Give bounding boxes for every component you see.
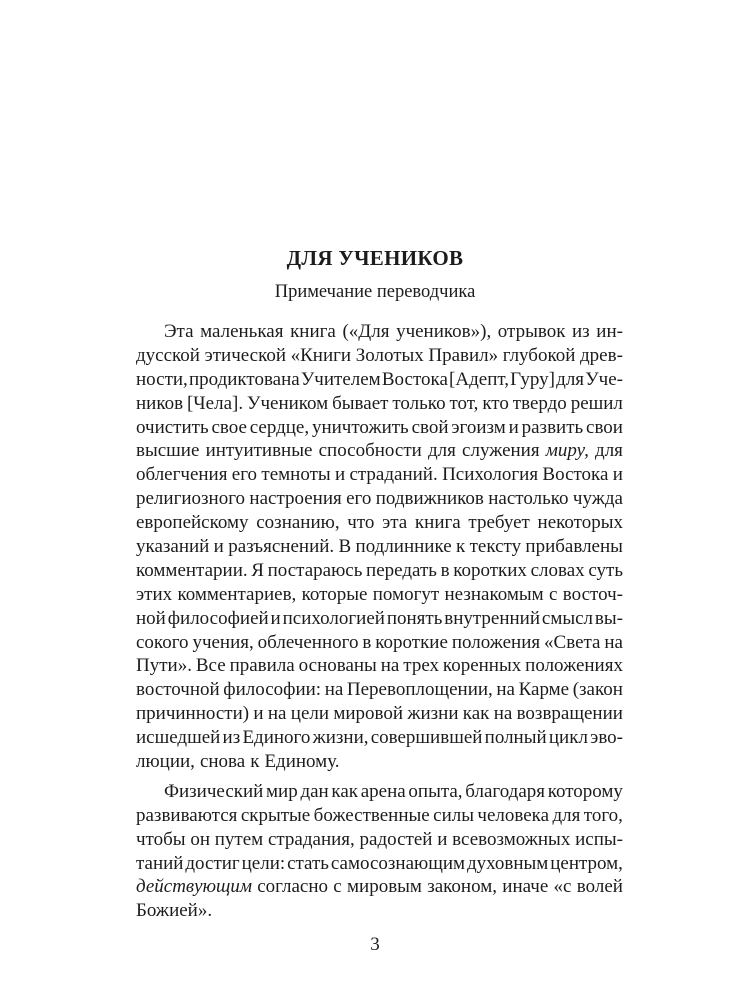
word: и xyxy=(270,607,281,629)
word: бывает xyxy=(332,392,389,414)
word: стать xyxy=(287,852,329,874)
chapter-heading: ДЛЯ УЧЕНИКОВ xyxy=(286,246,464,270)
word: Карме xyxy=(518,679,570,701)
paragraph-line xyxy=(136,439,623,463)
word: суть xyxy=(588,559,623,581)
paragraph-line xyxy=(136,487,623,511)
word: темноты xyxy=(261,464,331,486)
word: Уче- xyxy=(585,368,623,390)
word: арена xyxy=(360,780,406,802)
word: мировой xyxy=(333,703,404,725)
word: восточной xyxy=(136,679,220,701)
word: испы- xyxy=(575,828,623,850)
word: смысл xyxy=(541,607,594,629)
word: психологией xyxy=(282,607,385,629)
paragraph-line xyxy=(136,368,623,392)
paragraph-line xyxy=(136,899,623,923)
word: для xyxy=(552,804,581,826)
word: восточ- xyxy=(562,583,623,605)
word: таний xyxy=(136,852,184,874)
word: скрытые xyxy=(240,804,311,826)
word: указаний xyxy=(136,536,210,558)
word: цикл xyxy=(548,727,588,749)
paragraph-line xyxy=(136,463,623,487)
word: решил xyxy=(570,392,623,414)
word: которому xyxy=(547,780,623,802)
paragraph-line xyxy=(136,726,623,750)
word: способности xyxy=(318,440,422,462)
word: Правил» xyxy=(428,344,499,366)
word: Я xyxy=(251,559,264,581)
paragraph-line xyxy=(136,828,623,852)
word: он xyxy=(190,828,210,850)
word: страданий. xyxy=(349,464,438,486)
word: которые xyxy=(301,583,368,605)
word: трех xyxy=(403,655,439,677)
paragraph-line xyxy=(136,654,623,678)
word: для xyxy=(595,440,623,462)
word: причинности) xyxy=(136,703,250,725)
word: для xyxy=(427,440,456,462)
word: Учеником xyxy=(247,392,329,414)
word: и xyxy=(437,828,448,850)
word: жизни xyxy=(407,703,459,725)
word: продиктована xyxy=(188,368,300,390)
word: эво- xyxy=(590,727,623,749)
word: Востока xyxy=(542,464,609,486)
word: Физический xyxy=(164,780,264,802)
word: [Адепт, xyxy=(449,368,509,390)
word: его xyxy=(346,488,372,510)
word: учеников»), xyxy=(396,321,492,342)
word: ников xyxy=(136,392,184,414)
word: на xyxy=(493,703,513,725)
word: снова xyxy=(199,751,246,773)
word: интуитивные xyxy=(205,440,313,462)
word: дусской xyxy=(136,344,200,366)
word: силы xyxy=(433,804,474,826)
word: комментариев, xyxy=(177,583,297,605)
word: что xyxy=(347,512,375,534)
word: человека xyxy=(477,804,550,826)
word: мировым xyxy=(347,876,422,898)
word: понять xyxy=(386,607,443,629)
word: как xyxy=(331,780,359,802)
word: миру, xyxy=(545,440,589,462)
word: волей xyxy=(576,876,623,898)
paragraph-line xyxy=(136,392,623,416)
paragraph-line xyxy=(136,320,623,344)
paragraph-line xyxy=(136,780,623,804)
word: подвижников xyxy=(375,488,484,510)
word: опыта, xyxy=(408,780,463,802)
paragraph-line xyxy=(136,852,623,876)
paragraph-line xyxy=(136,511,623,535)
paragraph-line xyxy=(136,607,623,631)
word: и xyxy=(508,416,519,438)
word: его xyxy=(231,464,258,486)
word: на xyxy=(324,679,344,701)
paragraph-line xyxy=(136,702,623,726)
chapter-subheading: Примечание переводчика xyxy=(274,282,476,302)
word: эгоизм xyxy=(451,416,506,438)
word: короткие xyxy=(375,631,448,653)
word: из xyxy=(222,727,241,749)
word: к xyxy=(250,751,260,773)
word: законом, xyxy=(427,876,498,898)
word: иначе xyxy=(502,876,549,898)
word: некоторых xyxy=(537,512,623,534)
paragraph-line xyxy=(136,678,623,702)
word: разъяснений. xyxy=(228,536,335,558)
word: и xyxy=(253,703,264,725)
word: радостей xyxy=(359,828,433,850)
word: Эта xyxy=(164,321,194,342)
word: и xyxy=(334,464,346,486)
word: постараюсь xyxy=(267,559,363,581)
word: положения xyxy=(451,631,541,653)
word: религиозного xyxy=(136,488,246,510)
word: внутренний xyxy=(444,607,541,629)
word: чтобы xyxy=(136,828,186,850)
word: «с xyxy=(553,876,572,898)
word: отрывок xyxy=(497,321,566,342)
paragraph-line xyxy=(136,750,623,774)
word: ности, xyxy=(136,368,188,390)
paragraph-line xyxy=(136,875,623,899)
paragraph-line xyxy=(136,583,623,607)
word: коренных xyxy=(442,655,522,677)
word: («Для xyxy=(342,321,390,342)
word: самосознающим xyxy=(330,852,466,874)
word: сердце, xyxy=(249,416,310,438)
word: свой xyxy=(411,416,449,438)
word: всевозможных xyxy=(452,828,571,850)
word: Востока xyxy=(381,368,448,390)
word: вы- xyxy=(594,607,623,629)
word: к xyxy=(456,536,466,558)
word: философией xyxy=(167,607,269,629)
word: помогут xyxy=(372,583,440,605)
word: настолько xyxy=(488,488,569,510)
word: Божией». xyxy=(136,900,213,922)
word: и xyxy=(612,464,623,486)
paragraph-line xyxy=(136,344,623,368)
word: маленькая xyxy=(200,321,284,342)
word: основаны xyxy=(298,655,377,677)
word: облеченного xyxy=(257,631,359,653)
word: учения, xyxy=(192,631,254,653)
word: философии: xyxy=(223,679,322,701)
word: для xyxy=(556,368,585,390)
word: очистить xyxy=(136,416,209,438)
word: подлиннике xyxy=(355,536,452,558)
word: «Книги xyxy=(290,344,352,366)
word: на xyxy=(380,655,400,677)
word: Единого xyxy=(242,727,311,749)
paragraph-line xyxy=(136,535,623,559)
word: служения xyxy=(462,440,540,462)
word: сокого xyxy=(136,631,189,653)
word: жизни, xyxy=(312,727,369,749)
word: центром, xyxy=(550,852,623,874)
word: комментарии. xyxy=(136,559,248,581)
word: согласно xyxy=(257,876,329,898)
word: В xyxy=(338,536,352,558)
word: люции, xyxy=(136,751,195,773)
word: путем xyxy=(214,828,264,850)
word: только xyxy=(392,392,446,414)
word: Перевоплощении, xyxy=(346,679,493,701)
word: развить xyxy=(521,416,584,438)
word: Пути». xyxy=(136,655,192,677)
word: высшие xyxy=(136,440,200,462)
word: передать xyxy=(366,559,437,581)
word: Все xyxy=(195,655,226,677)
word: цели xyxy=(290,703,330,725)
word: на xyxy=(496,679,515,701)
word: в xyxy=(362,631,372,653)
word: страдания, xyxy=(267,828,355,850)
word: твердо xyxy=(512,392,567,414)
word: сознанию, xyxy=(256,512,340,534)
word: этической xyxy=(204,344,287,366)
word: книга xyxy=(290,321,336,342)
word: облегчения xyxy=(136,464,228,486)
word: на xyxy=(267,703,287,725)
word: дан xyxy=(300,780,329,802)
word: возвращении xyxy=(516,703,623,725)
word: словах xyxy=(530,559,585,581)
word: мир xyxy=(266,780,298,802)
word: достиг xyxy=(185,852,240,874)
word: «Света xyxy=(544,631,601,653)
word: Единому. xyxy=(264,751,340,773)
word: Гуру] xyxy=(510,368,555,390)
word: Золотых xyxy=(355,344,424,366)
word: полный xyxy=(484,727,547,749)
word: европейскому xyxy=(136,512,249,534)
word: Учителем xyxy=(300,368,381,390)
paragraph-line xyxy=(136,559,623,583)
word: божественные xyxy=(313,804,430,826)
paragraph-line xyxy=(136,631,623,655)
word: настроения xyxy=(249,488,342,510)
word: ной xyxy=(136,607,166,629)
word: кто xyxy=(482,392,509,414)
word: развиваются xyxy=(136,804,238,826)
word: требует xyxy=(468,512,530,534)
word: уничтожить xyxy=(311,416,409,438)
word: с xyxy=(333,876,342,898)
body-text xyxy=(136,320,623,923)
word: в xyxy=(440,559,450,581)
word: ин- xyxy=(596,321,623,342)
word: эта xyxy=(382,512,408,534)
word: свои xyxy=(586,416,623,438)
word: чужда xyxy=(572,488,623,510)
word: правила xyxy=(229,655,295,677)
word: [Чела]. xyxy=(186,392,244,414)
word: с xyxy=(549,583,558,605)
word: на xyxy=(604,631,623,653)
word: Психология xyxy=(442,464,539,486)
paragraph-line xyxy=(136,416,623,440)
paragraph-line xyxy=(136,804,623,828)
word: этих xyxy=(136,583,173,605)
word: духовным xyxy=(466,852,549,874)
word: как xyxy=(462,703,490,725)
word: тот, xyxy=(449,392,479,414)
word: исшедшей xyxy=(136,727,221,749)
word: глубокой xyxy=(502,344,576,366)
word: древ- xyxy=(580,344,623,366)
word: прибавлены xyxy=(525,536,623,558)
page-number: 3 xyxy=(370,934,380,955)
word: (закон xyxy=(572,679,623,701)
word: совершившей xyxy=(370,727,483,749)
word: коротких xyxy=(453,559,527,581)
word: действующим xyxy=(136,876,252,898)
word: свое xyxy=(211,416,247,438)
word: тексту xyxy=(469,536,522,558)
word: незнакомым xyxy=(444,583,544,605)
word: из xyxy=(572,321,590,342)
word: цели: xyxy=(241,852,286,874)
word: книга xyxy=(414,512,461,534)
word: положениях xyxy=(525,655,623,677)
word: и xyxy=(213,536,224,558)
word: того, xyxy=(583,804,623,826)
word: благодаря xyxy=(465,780,545,802)
